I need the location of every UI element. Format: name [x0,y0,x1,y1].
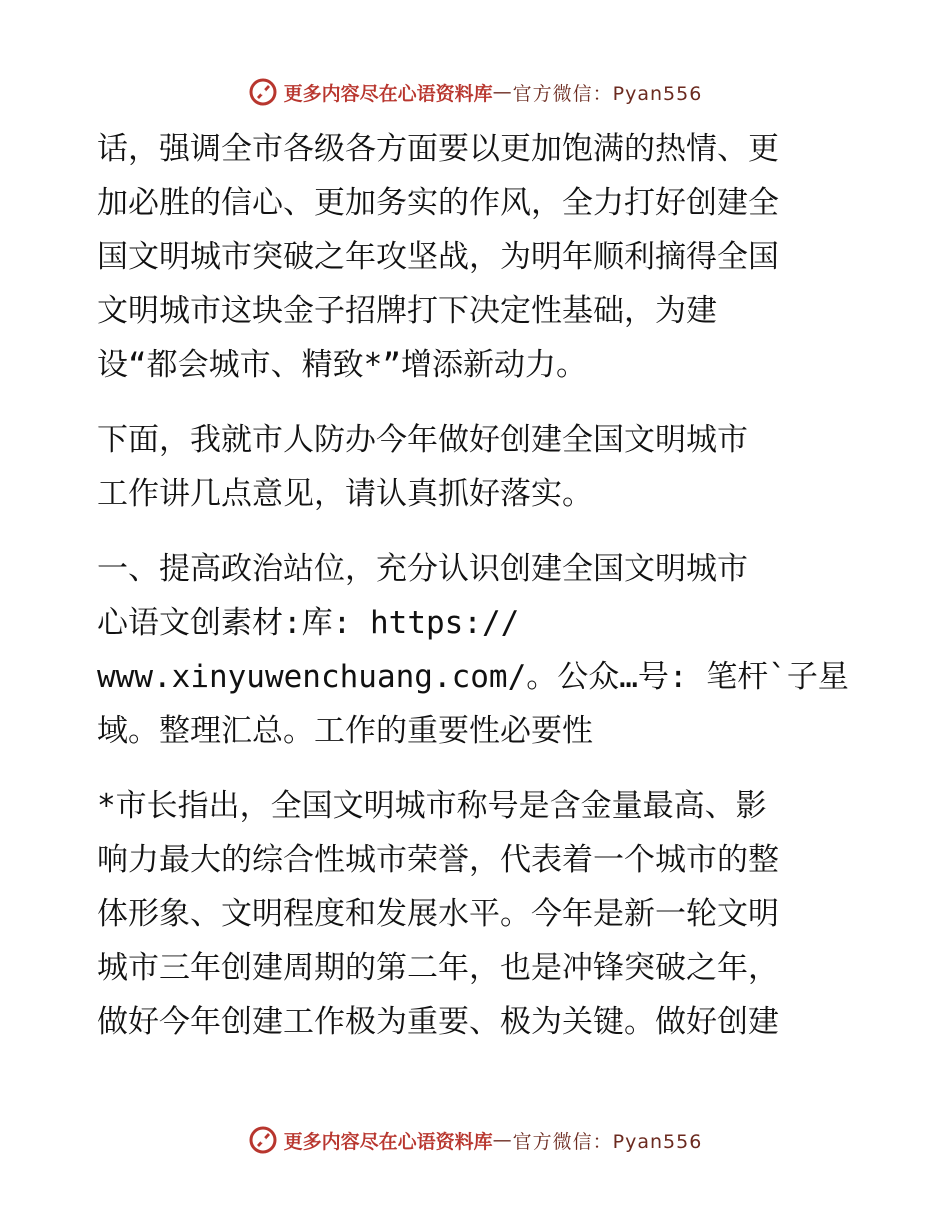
header-contact-text: 官方微信：Pyan556 [512,82,703,105]
text-line: 设“都会城市、精致*”增添新动力。 [97,347,587,383]
paragraph-1 [97,122,857,392]
footer-banner [0,1120,950,1160]
text-line: 体形象、文明程度和发展水平。今年是新一轮文明 [97,896,779,932]
text-line: 心语文创素材:库: https:// [97,605,520,641]
header-brand-text: 更多内容尽在心语资料库 [283,82,493,105]
brand-logo-icon [248,77,278,107]
text-line: 工作讲几点意见，请认真抓好落实。 [97,476,593,512]
text-line: 一、提高政治站位，充分认识创建全国文明城市 [97,551,748,587]
paragraph-4 [97,779,857,1049]
paragraph-2 [97,413,857,521]
document-body [97,122,857,1049]
text-line: 域。整理汇总。工作的重要性必要性 [97,713,593,749]
text-line: 下面，我就市人防办今年做好创建全国文明城市 [97,422,748,458]
text-line: 话，强调全市各级各方面要以更加饱满的热情、更 [97,131,779,167]
text-line: 响力最大的综合性城市荣誉，代表着一个城市的整 [97,842,779,878]
footer-separator: — [492,1129,513,1151]
footer-brand-text: 更多内容尽在心语资料库 [283,1130,493,1153]
text-line: *市长指出，全国文明城市称号是含金量最高、影 [97,788,767,824]
text-line: 文明城市这块金子招牌打下决定性基础，为建 [97,293,717,329]
header-banner [0,72,950,112]
text-line: 加必胜的信心、更加务实的作风，全力打好创建全 [97,185,779,221]
text-line: 做好今年创建工作极为重要、极为关键。做好创建 [97,1004,779,1040]
text-line: 国文明城市突破之年攻坚战，为明年顺利摘得全国 [97,239,779,275]
paragraph-3-heading [97,542,857,758]
header-separator: — [492,81,513,103]
footer-contact-text: 官方微信：Pyan556 [512,1130,703,1153]
text-line: 城市三年创建周期的第二年，也是冲锋突破之年， [97,950,779,986]
text-line: www.xinyuwenchuang.com/。公众…号: 笔杆`子星 [97,659,849,695]
brand-logo-icon [248,1125,278,1155]
